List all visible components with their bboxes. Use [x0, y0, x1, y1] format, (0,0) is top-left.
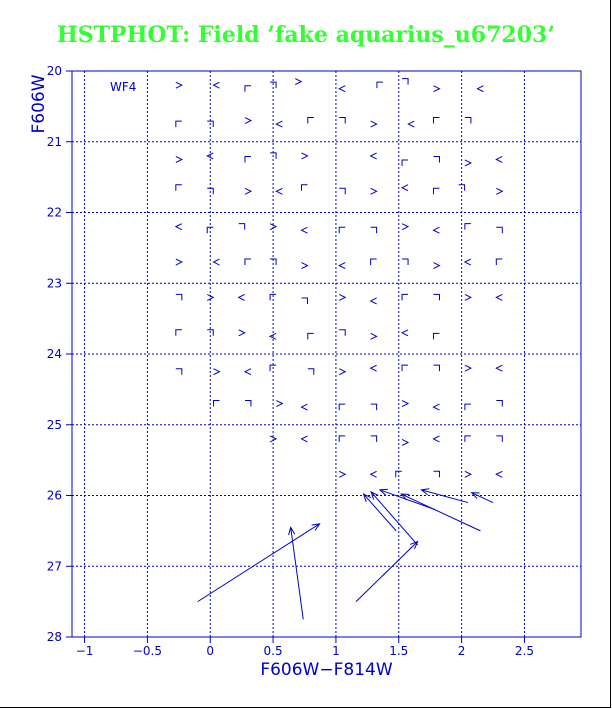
- data-marker: [371, 121, 377, 127]
- data-marker: [214, 259, 220, 265]
- y-tick-label: 26: [46, 488, 62, 503]
- data-marker: [496, 188, 502, 194]
- x-tick-label: −1: [75, 644, 94, 658]
- data-marker: [339, 263, 345, 269]
- data-marker: [371, 436, 377, 442]
- vector-arrowhead: [312, 524, 320, 531]
- data-marker: [176, 369, 182, 375]
- data-marker: [433, 188, 439, 194]
- data-marker: [465, 224, 471, 230]
- data-marker: [302, 298, 308, 304]
- offset-vector: [291, 527, 304, 619]
- data-marker: [308, 369, 314, 375]
- x-tick-label: 2.5: [514, 644, 534, 658]
- chart-title: HSTPHOT: Field ’fake aquarius_u67203’: [57, 22, 555, 48]
- data-marker: [308, 333, 314, 339]
- data-marker: [302, 436, 308, 442]
- data-marker: [339, 188, 345, 194]
- data-marker: [402, 294, 408, 300]
- data-marker: [371, 365, 377, 371]
- data-marker: [308, 118, 314, 124]
- data-marker: [402, 330, 408, 336]
- y-tick-label: 25: [46, 417, 62, 432]
- data-marker: [377, 82, 383, 88]
- data-marker: [245, 156, 251, 162]
- data-marker: [339, 471, 345, 477]
- offset-vector: [364, 494, 397, 531]
- data-marker: [339, 404, 345, 410]
- x-tick-label: 0: [206, 644, 215, 658]
- data-marker: [339, 227, 345, 233]
- data-marker: [402, 185, 408, 191]
- x-tick-label: 1: [332, 644, 340, 658]
- data-marker: [302, 153, 308, 159]
- data-marker: [433, 471, 439, 477]
- data-marker: [302, 227, 308, 233]
- data-marker: [402, 79, 408, 85]
- data-marker: [465, 436, 471, 442]
- data-marker: [339, 86, 345, 92]
- data-marker: [302, 185, 308, 191]
- data-marker: [239, 224, 245, 230]
- data-marker: [433, 436, 439, 442]
- data-marker: [371, 259, 377, 265]
- y-tick-label: 24: [46, 347, 62, 361]
- data-marker: [465, 160, 471, 166]
- data-marker: [245, 188, 251, 194]
- data-marker: [245, 369, 251, 375]
- data-marker: [402, 439, 408, 445]
- data-marker: [496, 436, 502, 442]
- y-tick-label: 21: [46, 134, 62, 149]
- data-marker: [465, 404, 471, 410]
- data-marker: [176, 82, 182, 88]
- data-marker: [496, 294, 502, 300]
- data-marker: [433, 333, 439, 339]
- data-marker: [496, 156, 502, 162]
- data-marker: [276, 401, 282, 407]
- data-marker: [371, 188, 377, 194]
- x-tick-label: 1.5: [389, 644, 409, 658]
- data-marker: [402, 224, 408, 230]
- data-marker: [214, 369, 220, 375]
- offset-vector: [371, 492, 418, 545]
- y-tick-label: 20: [46, 64, 62, 78]
- data-marker: [433, 156, 439, 162]
- data-marker: [465, 471, 471, 477]
- y-tick-label: 22: [46, 205, 62, 220]
- panel-label: WF4: [110, 80, 137, 94]
- data-marker: [245, 259, 251, 265]
- data-marker: [176, 185, 182, 191]
- data-marker: [239, 330, 245, 336]
- data-marker: [339, 436, 345, 442]
- data-marker: [433, 86, 439, 92]
- data-marker: [295, 79, 301, 85]
- data-marker: [433, 404, 439, 410]
- data-marker: [433, 365, 439, 371]
- data-marker: [245, 401, 251, 407]
- data-marker: [176, 259, 182, 265]
- data-marker: [496, 365, 502, 371]
- data-marker: [371, 227, 377, 233]
- y-axis-label: F606W: [29, 74, 49, 134]
- data-marker: [496, 259, 502, 265]
- data-marker: [371, 298, 377, 304]
- data-marker: [496, 471, 502, 477]
- offset-vector: [421, 490, 468, 503]
- data-marker: [402, 401, 408, 407]
- y-tick-label: 27: [46, 559, 62, 574]
- offset-vector: [356, 541, 418, 601]
- data-marker: [433, 263, 439, 269]
- data-marker: [371, 471, 377, 477]
- data-marker: [339, 294, 345, 300]
- data-marker: [477, 86, 483, 92]
- data-marker: [339, 118, 345, 124]
- data-marker: [371, 404, 377, 410]
- offset-vector: [472, 493, 493, 503]
- offset-vector: [401, 494, 480, 531]
- data-marker: [465, 118, 471, 124]
- data-marker: [302, 404, 308, 410]
- data-marker: [433, 294, 439, 300]
- x-tick-label: 0.5: [263, 644, 283, 658]
- data-marker: [339, 369, 345, 375]
- data-marker: [402, 259, 408, 265]
- data-marker: [176, 330, 182, 336]
- data-marker: [465, 294, 471, 300]
- data-marker: [408, 121, 414, 127]
- data-marker: [496, 401, 502, 407]
- data-marker: [176, 224, 182, 230]
- data-marker: [176, 121, 182, 127]
- y-tick-label: 23: [46, 276, 62, 291]
- data-marker: [465, 259, 471, 265]
- data-marker: [245, 86, 251, 92]
- data-marker: [214, 82, 220, 88]
- data-marker: [245, 118, 251, 124]
- data-marker: [371, 153, 377, 159]
- x-axis-label: F606W−F814W: [260, 660, 393, 680]
- data-marker: [302, 263, 308, 269]
- data-marker: [371, 333, 377, 339]
- y-tick-label: 28: [46, 630, 62, 644]
- data-marker: [402, 365, 408, 371]
- offset-vector: [380, 490, 435, 510]
- offset-vector: [198, 524, 320, 602]
- data-marker: [496, 227, 502, 233]
- data-marker: [276, 188, 282, 194]
- data-marker: [176, 156, 182, 162]
- x-tick-label: 2: [457, 644, 466, 658]
- data-marker: [433, 118, 439, 124]
- data-marker: [276, 121, 282, 127]
- data-marker: [465, 365, 471, 371]
- data-marker: [239, 294, 245, 300]
- data-marker: [214, 401, 220, 407]
- data-marker: [339, 330, 345, 336]
- x-tick-label: −0.5: [132, 644, 162, 658]
- data-marker: [176, 294, 182, 300]
- data-marker: [433, 227, 439, 233]
- data-marker: [402, 160, 408, 166]
